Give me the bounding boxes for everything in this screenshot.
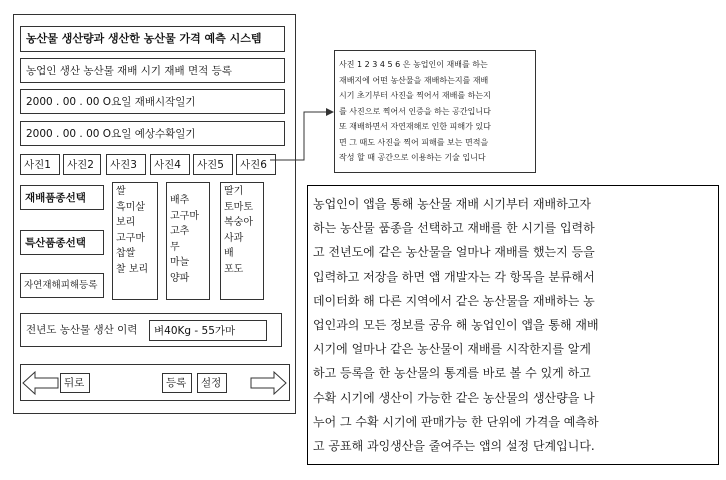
crop-item[interactable]: 흑미살	[116, 201, 145, 213]
app-title-box	[20, 26, 285, 52]
special-crop-select-label: 특산품종선택	[25, 237, 86, 249]
photo-note-box	[334, 50, 536, 173]
photo-button-label: 사진1	[24, 159, 51, 171]
crop-item[interactable]: 딸기	[224, 186, 244, 197]
crop-list-vegetable[interactable]	[166, 182, 210, 300]
connector-arrow	[270, 108, 336, 168]
harvest-date-label: 2000 . 00 . 00 O요일 예상수확일기	[26, 128, 196, 140]
crop-select-button[interactable]	[20, 185, 104, 210]
crop-item[interactable]: 고추	[170, 226, 190, 237]
photo-note-line: 시기 초기부터 사진을 찍어서 재배를 하는지	[339, 91, 491, 100]
photo-button-label: 사진5	[197, 159, 224, 171]
photo-button-1[interactable]	[20, 154, 60, 175]
back-arrow-icon[interactable]	[22, 370, 60, 396]
photo-button-label: 사진6	[240, 159, 267, 171]
photo-button-5[interactable]	[193, 154, 233, 175]
photo-note-line: 작성 할 때 공간으로 이용하는 기술 입니다	[339, 153, 486, 162]
crop-item[interactable]: 보리	[116, 217, 136, 228]
crop-item[interactable]: 고구마	[170, 210, 199, 222]
history-panel	[20, 313, 282, 347]
description-line: 업인과의 모든 정보를 공유 해 농업인이 앱을 통해 재배	[313, 318, 599, 333]
photo-button-4[interactable]	[150, 154, 190, 175]
crop-item[interactable]: 찹쌀	[116, 248, 136, 259]
crop-select-label: 재배품종선택	[25, 192, 86, 204]
history-label: 전년도 농산물 생산 이력	[26, 324, 138, 336]
crop-item[interactable]: 고구마	[116, 232, 145, 244]
description-line: 시기에 얼마나 같은 농산물이 재배를 시작한지를 알게	[313, 342, 591, 357]
harvest-date-field[interactable]	[20, 121, 285, 146]
description-line: 수확 시기에 생산이 가능한 같은 농산물의 생산량을 나	[313, 390, 595, 405]
crop-item[interactable]: 쌀	[116, 186, 126, 197]
registration-field[interactable]	[20, 58, 285, 83]
register-button[interactable]	[162, 373, 192, 393]
app-title: 농산물 생산량과 생산한 농산물 가격 예측 시스템	[26, 32, 262, 45]
crop-item[interactable]: 복숭아	[224, 217, 253, 228]
photo-note-line: 면 그 때도 사진을 찍어 피해를 보는 면적을	[339, 137, 489, 147]
crop-item[interactable]: 포도	[224, 263, 244, 275]
photo-button-label: 사진2	[67, 159, 94, 171]
description-line: 농업인이 앱을 통해 농산물 재배 시기부터 재배하고자	[313, 197, 591, 211]
crop-item[interactable]: 배	[224, 248, 234, 259]
crop-item[interactable]: 토마토	[224, 201, 253, 213]
description-line: 입력하고 저장을 하면 앱 개발자는 각 항목을 분류해서	[313, 269, 595, 284]
description-line: 누어 그 수확 시기에 판매가능 한 단위에 가격을 예측하	[313, 414, 599, 429]
forward-arrow-icon[interactable]	[249, 370, 287, 396]
start-date-field[interactable]	[20, 89, 285, 114]
crop-list-fruit[interactable]	[220, 182, 264, 300]
photo-note-line: 재배지에 어떤 농산물을 재배하는지를 재배	[339, 75, 489, 85]
crop-list-grain[interactable]	[112, 182, 158, 300]
registration-label: 농업인 생산 농산물 재배 시기 재배 면적 등록	[26, 65, 232, 77]
crop-item[interactable]: 사과	[224, 232, 244, 244]
description-line: 데이터화 해 다른 지역에서 같은 농산물을 재배하는 농	[313, 293, 595, 308]
settings-button[interactable]	[197, 373, 227, 393]
special-crop-select-button[interactable]	[20, 230, 104, 255]
crop-item[interactable]: 무	[170, 241, 180, 253]
disaster-register-button[interactable]	[20, 273, 104, 298]
register-button-label: 등록	[166, 377, 187, 389]
description-line: 고 전년도에 같은 농산물을 얼마나 재배를 했는지 등을	[313, 245, 595, 260]
photo-note-line: 를 사진으로 찍어서 인증을 하는 공간입니다	[339, 106, 491, 116]
photo-note-line: 또 재배하면서 자연재해로 인한 피해가 있다	[339, 122, 491, 131]
photo-button-label: 사진4	[154, 159, 181, 171]
description-line: 하는 농산물 품종을 선택하고 재배를 한 시기를 입력하	[313, 221, 595, 236]
photo-button-2[interactable]	[63, 154, 101, 175]
history-value-field[interactable]	[149, 320, 267, 341]
crop-item[interactable]: 양파	[170, 272, 190, 284]
crop-item[interactable]: 찰 보리	[116, 263, 149, 275]
crop-item[interactable]: 배추	[170, 195, 190, 206]
description-line: 하고 등록을 한 농산물의 통계를 바로 볼 수 있게 하고	[313, 366, 591, 381]
description-line: 고 공표해 과잉생산을 줄여주는 앱의 설정 단계입니다.	[313, 439, 595, 454]
crop-item[interactable]: 마늘	[170, 257, 190, 268]
photo-button-label: 사진3	[110, 159, 137, 171]
settings-button-label: 설정	[201, 377, 222, 389]
history-value: 벼40Kg - 55가마	[154, 325, 236, 337]
disaster-register-label: 자연재해피해등록	[24, 280, 98, 291]
photo-button-3[interactable]	[106, 154, 146, 175]
description-box	[307, 185, 719, 465]
photo-note-line: 사진 1 2 3 4 5 6 은 농업인이 재배를 하는	[339, 60, 488, 69]
back-button-label: 뒤로	[64, 377, 85, 389]
back-button[interactable]	[60, 373, 90, 393]
start-date-label: 2000 . 00 . 00 O요일 재배시작일기	[26, 96, 196, 108]
